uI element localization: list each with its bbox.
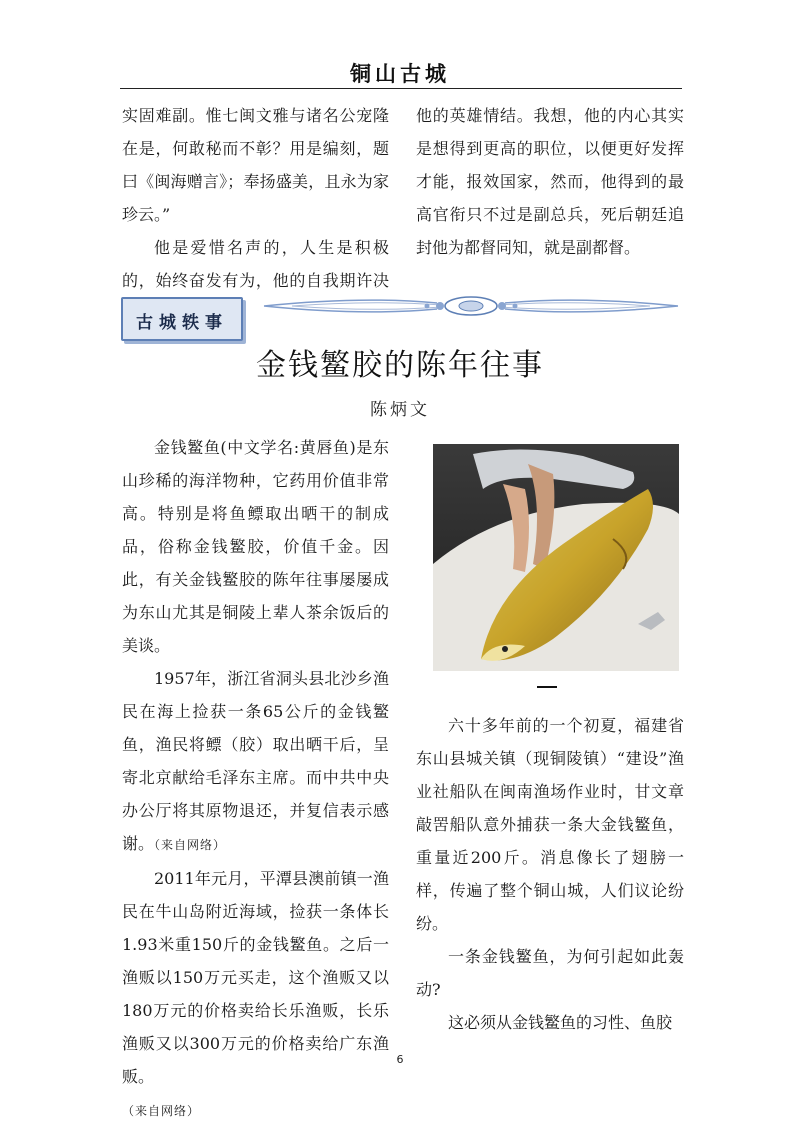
section-label-tab bbox=[121, 297, 243, 341]
golden-croaker-fish-photo bbox=[433, 444, 679, 671]
source-note: （来自网络） bbox=[122, 1104, 201, 1118]
decorative-divider-icon bbox=[262, 291, 680, 321]
article-paragraph: 六十多年前的一个初夏，福建省东山县城关镇（现铜陵镇）“建设”渔业社船队在闽南渔场作业时，甘文章敲罟船队意外捕获一条大金钱鳘鱼，重量近200斤。消息像长了翅膀一样，传遍了整个铜山城，人们议论纷纷。 bbox=[416, 716, 684, 933]
article-paragraph bbox=[122, 431, 389, 662]
prev-article-paragraph: 实固难副。惟七闽文雅与诸名公宠隆在是，何敢秘而不彰？用是编刻，题曰《闽海赠言》；奉扬盛美，且永为家珍云。” bbox=[122, 106, 389, 224]
prev-article-right-column bbox=[416, 99, 684, 264]
prev-article-paragraph: 他的英雄情结。我想，他的内心其实是想得到更高的职位，以便更好发挥才能，报效国家，然而，他得到的最高官衔只不过是副总兵，死后朝廷追封他为都督同知，就是副都督。 bbox=[416, 106, 684, 257]
paragraph-text: 金钱鳘鱼(中文学名:黄唇鱼)是东山珍稀的海洋物种，它药用价值非常高。特别是将鱼鳔取出晒干的制成品，俗称金钱鳘胶，价值千金。因此，有关金钱鳘胶的陈年往事屡屡成为东山尤其是铜陵上辈人茶余饭后的美谈。 bbox=[122, 438, 389, 655]
header-divider bbox=[120, 88, 682, 89]
section-number-one bbox=[537, 686, 557, 688]
article-author: 陈炳文 bbox=[370, 400, 430, 420]
source-note: （来自网络） bbox=[154, 838, 227, 852]
page-number: 6 bbox=[396, 1053, 404, 1066]
article-left-column bbox=[122, 431, 389, 1128]
article-paragraph: 一条金钱鳘鱼，为何引起如此轰动? bbox=[416, 947, 684, 999]
article-title: 金钱鳘胶的陈年往事 bbox=[256, 348, 544, 383]
magazine-header-title: 铜山古城 bbox=[350, 61, 450, 86]
section-label: 古城轶事 bbox=[136, 313, 228, 333]
paragraph-text: 1957年，浙江省洞头县北沙乡渔民在海上捡获一条65公斤的金钱鳘鱼，渔民将鳔（胶）取出晒干后，呈寄北京献给毛泽东主席。而中共中央办公厅将其原物退还，并复信表示感谢。 bbox=[122, 669, 389, 853]
paragraph-text: 2011年元月，平潭县澳前镇一渔民在牛山岛附近海域，捡获一条体长1.93米重150斤的金钱鳘鱼。之后一渔贩以150万元买走，这个渔贩又以180万元的价格卖给长乐渔贩，长乐渔贩又以300万元的价格卖给广东渔贩。 bbox=[122, 869, 389, 1086]
prev-article-paragraph: 他是爱惜名声的，人生是积极的，始终奋发有为，他的自我期许决 bbox=[122, 238, 389, 290]
fish-illustration-icon bbox=[433, 444, 679, 671]
article-paragraph: 这必须从金钱鳘鱼的习性、鱼胶 bbox=[448, 1013, 673, 1032]
article-paragraph bbox=[122, 662, 389, 862]
article-right-column bbox=[416, 709, 684, 1039]
article-paragraph bbox=[122, 1093, 389, 1128]
